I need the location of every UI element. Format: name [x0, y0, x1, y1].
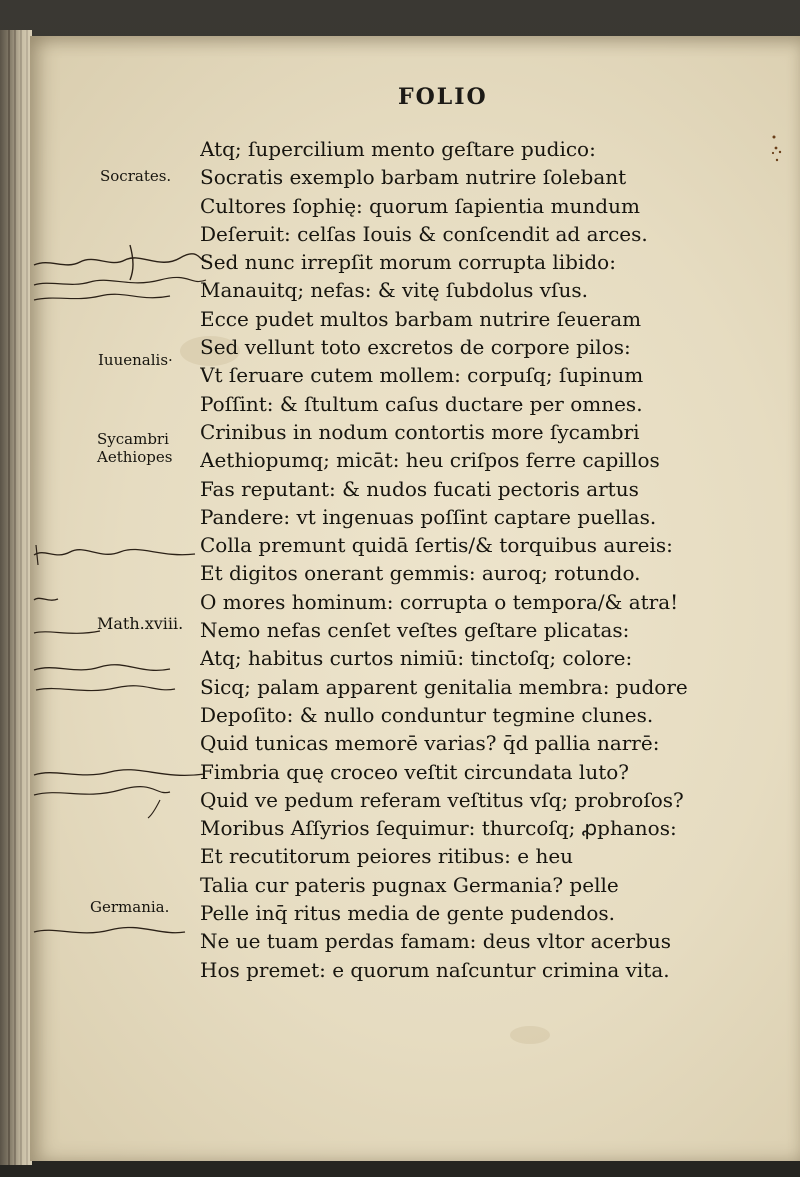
text-line: Sed vellunt toto excretos de corpore pilos: — [200, 335, 631, 360]
main-text-block — [200, 135, 760, 984]
handwritten-annotation — [30, 585, 110, 645]
text-line: Atq; habitus curtos nimiū: tinctoſq; colore: — [200, 646, 633, 671]
text-line: Ne ue tuam perdas famam: deus vltor acerbus — [200, 929, 672, 954]
text-line: Hos premet: e quorum naſcuntur crimina vita. — [200, 957, 670, 982]
margin-note-socrates: Socrates. — [100, 167, 172, 185]
text-line: O mores hominum: corrupta o tempora/& atra! — [200, 589, 679, 614]
text-line: Sicq; palam apparent genitalia membra: pudore — [200, 674, 688, 699]
text-line: Socratis exemplo barbam nutrire ſolebant — [200, 165, 627, 190]
text-line: Crinibus in nodum contortis more ſycambri — [200, 419, 640, 444]
margin-mark-right — [768, 134, 784, 166]
text-line: Atq; ſupercilium mento geſtare pudico: — [200, 137, 596, 161]
text-line: Colla premunt quidā ſertis/& torquibus aureis: — [200, 533, 673, 558]
text-line: Et recutitorum peiores ritibus: e heu — [200, 844, 574, 869]
handwritten-annotation — [30, 540, 200, 570]
margin-note-iuuenalis: Iuuenalis· — [98, 351, 173, 369]
text-line: Aethiopumq; micāt: heu criſpos ferre capillos — [200, 448, 660, 473]
page-stain — [510, 1026, 550, 1044]
handwritten-annotation — [30, 760, 210, 820]
handwritten-annotation — [30, 240, 210, 310]
text-line: Fimbria quę croceo veſtit circundata luto? — [200, 759, 630, 784]
text-line: Quid tunicas memorē varias? q̄d pallia narrē: — [200, 731, 660, 756]
text-line: Moribus Aſſyrios ſequimur: thurcoſq; ꝓphanos: — [200, 816, 677, 841]
margin-note-sycambri: Sycambri — [97, 430, 169, 448]
text-line: Pandere: vt ingenuas poſſint captare puellas. — [200, 504, 657, 529]
text-line: Talia cur pateris pugnax Germania? pelle — [200, 872, 619, 897]
text-line: Manauitq; nefas: & vitę ſubdolus vſus. — [200, 278, 588, 303]
text-line: Quid ve pedum referam veſtitus vſq; probroſos? — [200, 787, 684, 812]
text-line: Depoſito: & nullo conduntur tegmine clunes. — [200, 702, 654, 727]
handwritten-annotation — [30, 655, 180, 700]
text-line: Cultores ſophię: quorum ſapientia mundum — [200, 193, 640, 218]
text-line: Pelle inq̄ ritus media de gente pudendos. — [200, 901, 616, 926]
text-line: Fas reputant: & nudos fucati pectoris artus — [200, 476, 639, 501]
handwritten-annotation — [30, 920, 190, 945]
text-line: Deſeruit: celſas Iouis & conſcendit ad arces. — [200, 221, 648, 246]
folio-heading: FOLIO — [398, 84, 488, 110]
margin-note-germania: Germania. — [90, 898, 170, 916]
book-fore-edge — [0, 30, 32, 1165]
text-line: Ecce pudet multos barbam nutrire ſeueram — [200, 306, 642, 331]
margin-note-math: Math.xviii. — [97, 614, 184, 633]
text-line: Et digitos onerant gemmis: auroq; rotundo. — [200, 561, 641, 586]
margin-note-aethiopes: Aethiopes — [97, 448, 173, 466]
text-line: Poſſint: & ſtultum caſus ductare per omnes. — [200, 391, 643, 416]
text-line: Nemo nefas cenſet veſtes geſtare plicatas: — [200, 618, 630, 643]
text-line: Sed nunc irrepſit morum corrupta libido: — [200, 250, 616, 275]
text-line: Vt ſeruare cutem mollem: corpuſq; ſupinum — [200, 363, 644, 388]
